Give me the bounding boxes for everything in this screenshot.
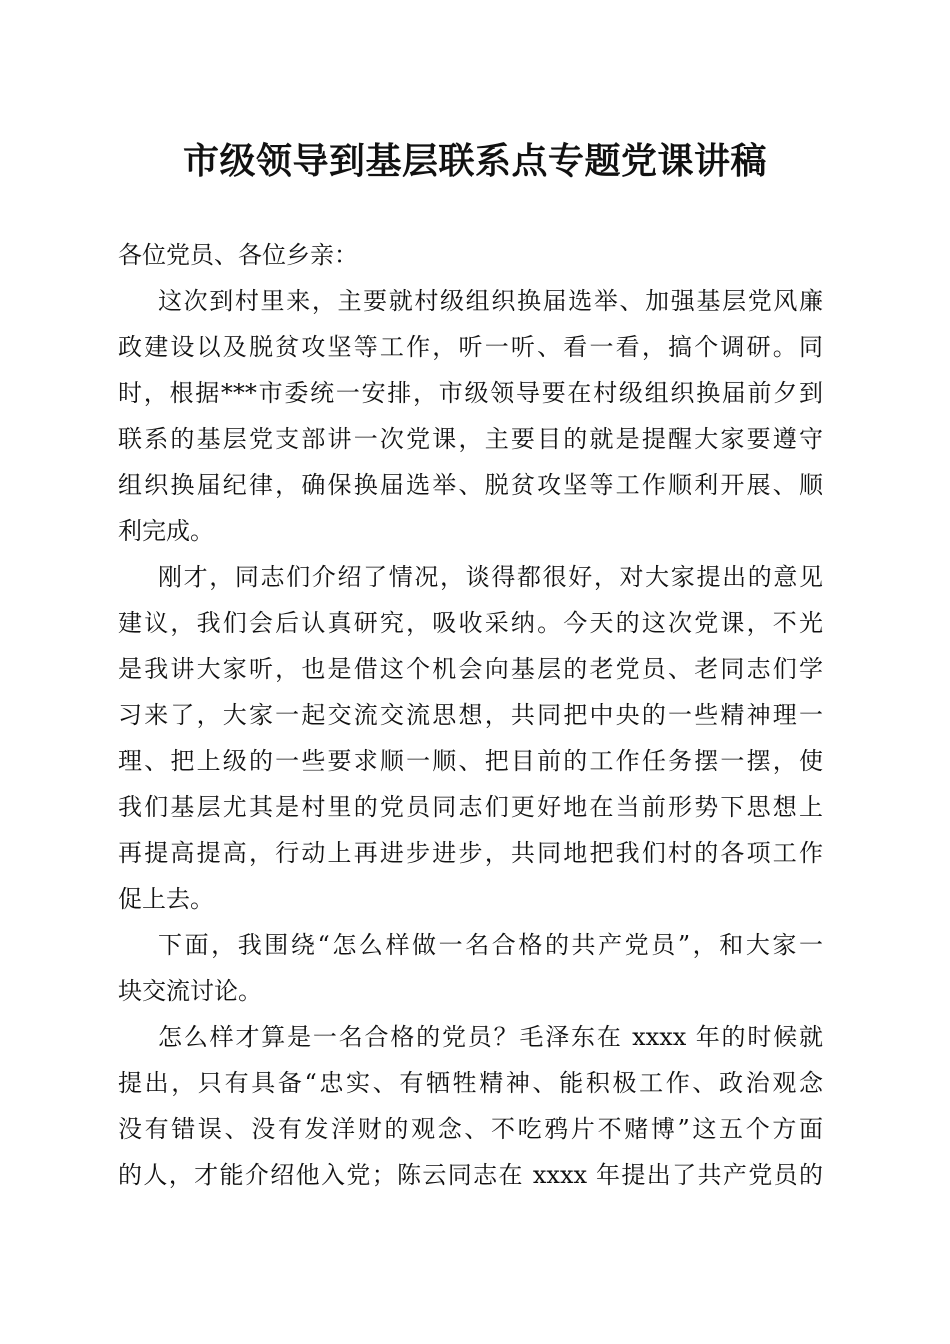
paragraph-line: 是我讲大家听，也是借这个机会向基层的老党员、老同志们学 (118, 655, 823, 683)
paragraph-line: 政建设以及脱贫攻坚等工作，听一听、看一看，搞个调研。同 (118, 333, 823, 361)
paragraph-2 (118, 554, 823, 922)
paragraph-line: 时，根据***市委统一安排，市级领导要在村级组织换届前夕到 (118, 379, 823, 407)
page-title: 市级领导到基层联系点专题党课讲稿 (182, 141, 767, 182)
paragraph-4 (118, 1014, 823, 1198)
paragraph-line: 联系的基层党支部讲一次党课，主要目的就是提醒大家要遵守 (118, 425, 823, 453)
paragraph-1 (118, 278, 823, 554)
paragraph-line: 下面，我围绕“怎么样做一名合格的共产党员”，和大家一 (158, 931, 823, 959)
paragraph-line: 没有错误、没有发洋财的观念、不吃鸦片不赌博”这五个方面 (118, 1115, 823, 1143)
paragraph-line: 促上去。 (118, 885, 214, 913)
paragraph-line: 提出，只有具备“忠实、有牺牲精神、能积极工作、政治观念 (118, 1069, 823, 1097)
paragraph-line: 建议，我们会后认真研究，吸收采纳。今天的这次党课，不光 (118, 609, 823, 637)
paragraph-line: 怎么样才算是一名合格的党员？毛泽东在 xxxx 年的时候就 (158, 1023, 823, 1051)
paragraph-line: 利完成。 (118, 517, 214, 545)
paragraph-line: 我们基层尤其是村里的党员同志们更好地在当前形势下思想上 (118, 793, 823, 821)
paragraph-line: 理、把上级的一些要求顺一顺、把目前的工作任务摆一摆，使 (118, 747, 823, 775)
paragraph-line: 组织换届纪律，确保换届选举、脱贫攻坚等工作顺利开展、顺 (118, 471, 823, 499)
paragraph-line: 这次到村里来，主要就村级组织换届选举、加强基层党风廉 (158, 287, 823, 315)
greeting-line: 各位党员、各位乡亲： (118, 241, 358, 269)
paragraph-line: 习来了，大家一起交流交流思想，共同把中央的一些精神理一 (118, 701, 823, 729)
paragraph-3 (118, 922, 823, 1014)
paragraph-line: 块交流讨论。 (118, 977, 262, 1005)
paragraph-line: 刚才，同志们介绍了情况，谈得都很好，对大家提出的意见 (158, 563, 823, 591)
paragraph-line: 的人，才能介绍他入党；陈云同志在 xxxx 年提出了共产党员的 (118, 1161, 823, 1189)
paragraph-line: 再提高提高，行动上再进步进步，共同地把我们村的各项工作 (118, 839, 823, 867)
document-body (118, 232, 823, 1198)
